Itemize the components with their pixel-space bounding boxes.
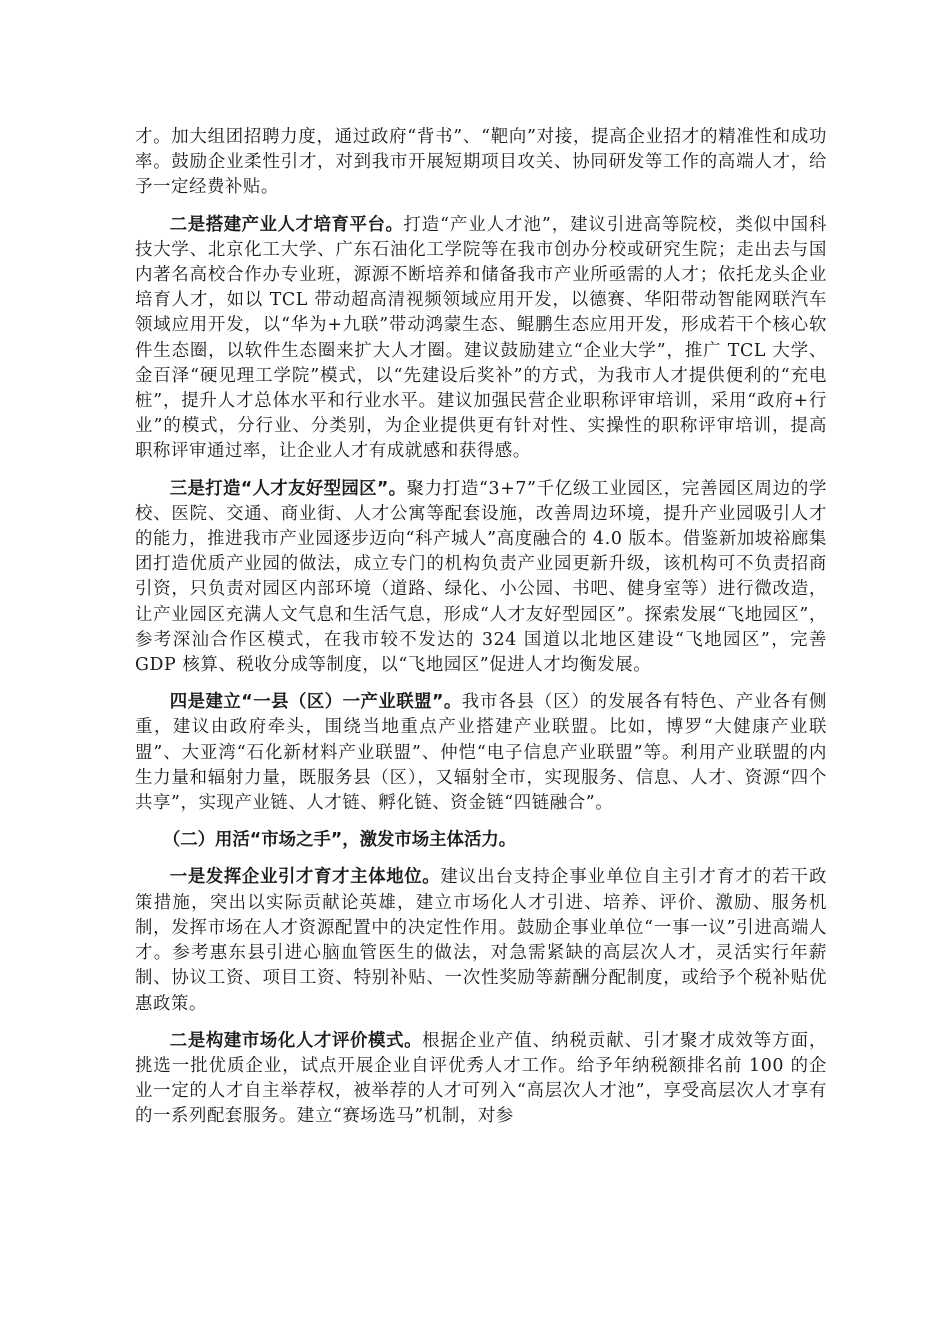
section-heading: （二）用活“市场之手”，激发市场主体活力。 — [162, 830, 517, 851]
paragraph-text: 聚力打造“3+7”千亿级工业园区，完善园区周边的学校、医院、交通、商业街、人才公寓等配套设施，改善周边环境，提升产业园吸引人才的能力，推进我市产业园逐步迈向“科产城人”高度融合的 4.0 版本。借鉴新加坡裕廊集团打造优质产业园的做法，成立专门的机构负责产业园更新升级，该机构可不负责招商引资，只负责对园区内部环境（道路、绿化、小公园、书吧、健身室等）进行微改造，让产业园区充满人文气息和生活气息，形成“人才友好型园区”。探索发展“飞地园区”，参考深汕合作区模式，在我市较不发达的 324 国道以北地区建设“飞地园区”，完善 GDP 核算、税收分成等制度，以“飞地园区”促进人才均衡发展。 — [135, 478, 827, 676]
paragraph-lead: 二是搭建产业人才培育平台。 — [169, 214, 404, 235]
paragraph-industry-alliance — [135, 690, 827, 816]
paragraph-continuation — [135, 125, 827, 201]
paragraph-lead: 四是建立“一县（区）一产业联盟”。 — [169, 692, 462, 713]
paragraph-evaluation-model — [135, 1029, 827, 1130]
paragraph-lead: 一是发挥企业引才育才主体地位。 — [169, 867, 441, 888]
paragraph-text: 打造“产业人才池”，建议引进高等院校，类似中国科技大学、北京化工大学、广东石油化工学院等在我市创办分校或研究生院；走出去与国内著名高校合作办专业班，源源不断培养和储备我市产业所亟需的人才；依托龙头企业培育人才，如以 TCL 带动超高清视频领域应用开发，以德赛、华阳带动智能网联汽车领域应用开发，以“华为+九联”带动鸿蒙生态、鲲鹏生态应用开发，形成若干个核心软件生态圈，以软件生态圈来扩大人才圈。建议鼓励建立“企业大学”，推广 TCL 大学、金百泽“硬见理工学院”模式，以“先建设后奖补”的方式，为我市人才提供便利的“充电桩”，提升人才总体水平和行业水平。建议加强民营企业职称评审培训，采用“政府+行业”的模式，分行业、分类别，为企业提供更有针对性、实操性的职称评审培训，提高职称评审通过率，让企业人才有成就感和获得感。 — [135, 214, 827, 462]
paragraph-talent-platform — [135, 213, 827, 465]
paragraph-text: 我市各县（区）的发展各有特色、产业各有侧重，建议由政府牵头，围绕当地重点产业搭建产业联盟。比如，博罗“大健康产业联盟”、大亚湾“石化新材料产业联盟”、仲恺“电子信息产业联盟”等。利用产业联盟的内生力量和辐射力量，既服务县（区），又辐射全市，实现服务、信息、人才、资源“四个共享”，实现产业链、人才链、孵化链、资金链“四链融合”。 — [135, 692, 827, 814]
paragraph-text: 根据企业产值、纳税贡献、引才聚才成效等方面，挑选一批优质企业，试点开展企业自评优秀人才工作。给予年纳税额排名前 100 的企业一定的人才自主举荐权，被举荐的人才可列入“高层次人才池”，享受高层次人才享有的一系列配套服务。建立“赛场选马”机制，对参 — [135, 1030, 827, 1127]
paragraph-lead: 二是构建市场化人才评价模式。 — [169, 1030, 423, 1051]
paragraph-enterprise-role — [135, 865, 827, 1016]
paragraph-lead: 三是打造“人才友好型园区”。 — [169, 478, 407, 499]
document-page — [135, 125, 827, 1142]
paragraph-talent-park — [135, 477, 827, 679]
paragraph-text: 才。加大组团招聘力度，通过政府“背书”、“靶向”对接，提高企业招才的精准性和成功率。鼓励企业柔性引才，对到我市开展短期项目攻关、协同研发等工作的高端人才，给予一定经费补贴。 — [135, 127, 827, 198]
paragraph-text: 建议出台支持企事业单位自主引才育才的若干政策措施，突出以实际贡献论英雄，建立市场化人才引进、培养、评价、激励、服务机制，发挥市场在人才资源配置中的决定性作用。鼓励企事业单位“一事一议”引进高端人才。参考惠东县引进心脑血管医生的做法，对急需紧缺的高层次人才，灵活实行年薪制、协议工资、项目工资、特别补贴、一次性奖励等薪酬分配制度，或给予个税补贴优惠政策。 — [135, 867, 827, 1014]
